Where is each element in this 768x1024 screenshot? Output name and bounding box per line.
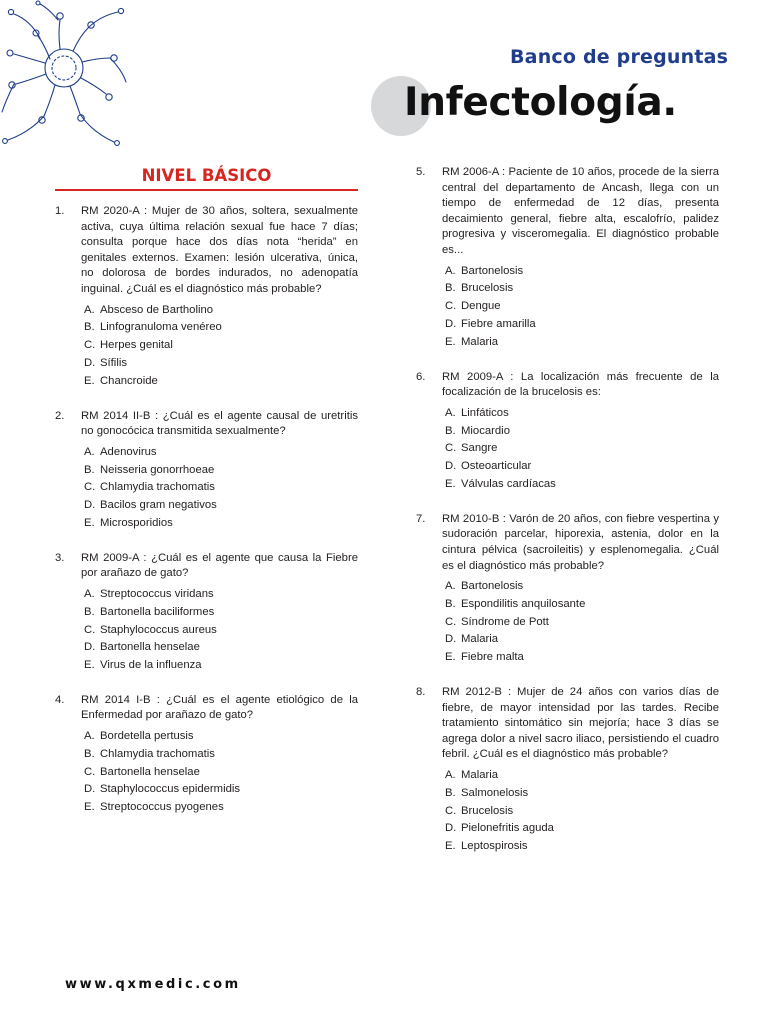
question-text: RM 2014 I-B : ¿Cuál es el agente etiológico de la Enfermedad por arañazo de gato? (81, 693, 358, 722)
answer-option[interactable] (84, 781, 358, 799)
option-letter: D. (445, 460, 457, 473)
option-letter: A. (445, 580, 456, 593)
answer-options (84, 302, 358, 391)
option-letter: D. (84, 641, 96, 654)
option-text: Bartonelosis (461, 580, 524, 593)
question-7 (416, 512, 719, 667)
answer-option[interactable] (445, 838, 719, 856)
answer-option[interactable] (84, 373, 358, 391)
option-letter: E. (84, 659, 95, 672)
option-text: Bartonelosis (461, 264, 524, 277)
answer-option[interactable] (84, 515, 358, 533)
option-text: Malaria (461, 335, 499, 348)
option-text: Bacilos gram negativos (100, 499, 217, 512)
answer-options (445, 578, 719, 667)
option-letter: C. (445, 615, 457, 628)
option-text: Bartonella henselae (100, 765, 200, 778)
answer-option[interactable] (84, 586, 358, 604)
option-text: Malaria (461, 769, 499, 782)
option-text: Sífilis (100, 356, 127, 369)
answer-option[interactable] (445, 298, 719, 316)
answer-option[interactable] (84, 355, 358, 373)
option-letter: E. (84, 374, 95, 387)
option-text: Chlamydia trachomatis (100, 747, 215, 760)
question-number: 7. (416, 512, 426, 525)
answer-option[interactable] (84, 728, 358, 746)
left-column (55, 164, 358, 817)
option-text: Válvulas cardíacas (461, 477, 556, 490)
answer-option[interactable] (445, 578, 719, 596)
option-text: Malaria (461, 633, 499, 646)
option-letter: A. (84, 730, 95, 743)
answer-option[interactable] (84, 657, 358, 675)
option-letter: E. (445, 651, 456, 664)
option-letter: B. (445, 424, 456, 437)
option-text: Streptococcus pyogenes (100, 801, 224, 814)
option-letter: E. (84, 801, 95, 814)
option-letter: D. (445, 822, 457, 835)
option-letter: A. (445, 264, 456, 277)
answer-option[interactable] (445, 458, 719, 476)
option-letter: D. (445, 317, 457, 330)
question-number: 3. (55, 551, 65, 564)
answer-option[interactable] (84, 462, 358, 480)
option-letter: C. (445, 804, 457, 817)
question-number: 8. (416, 686, 426, 699)
option-letter: C. (445, 442, 457, 455)
option-letter: E. (445, 335, 456, 348)
answer-options (445, 405, 719, 494)
question-text: RM 2020-A : Mujer de 30 años, soltera, sexualmente activa, cuya última relación sexual fue hace 7 días; consulta porque hace dos días nota “herida” en genitales externos. Examen: lesión ulcerativa, única, no dolorosa de bordes indurados, no adenopatía inguinal. ¿Cuál es el diagnóstico más probable? (81, 205, 358, 295)
answer-option[interactable] (84, 604, 358, 622)
question-4 (55, 693, 358, 817)
option-text: Streptococcus viridans (100, 587, 214, 600)
question-8 (416, 685, 719, 856)
option-letter: C. (84, 623, 96, 636)
question-1 (55, 204, 358, 391)
option-letter: A. (84, 445, 95, 458)
option-letter: B. (84, 747, 95, 760)
option-text: Virus de la influenza (100, 659, 202, 672)
option-letter: B. (445, 786, 456, 799)
option-letter: D. (84, 499, 96, 512)
footer-website-link[interactable]: www.qxmedic.com (65, 977, 241, 992)
answer-option[interactable] (445, 316, 719, 334)
answer-option[interactable] (84, 302, 358, 320)
question-text: RM 2012-B : Mujer de 24 años con varios días de fiebre, de mayor intensidad por las tardes. Recibe tratamiento sintomático sin mejoría; hace 3 días se agrega dolor a nivel sacro iliaco, persistiendo el cuadro febril. ¿Cuál es el diagnóstico más probable? (442, 686, 719, 761)
option-letter: E. (445, 477, 456, 490)
option-text: Absceso de Bartholino (100, 303, 214, 316)
answer-option[interactable] (84, 622, 358, 640)
option-letter: C. (445, 300, 457, 313)
answer-options (445, 263, 719, 352)
answer-option[interactable] (445, 649, 719, 667)
option-letter: A. (84, 303, 95, 316)
question-number: 5. (416, 166, 426, 178)
answer-options (84, 444, 358, 533)
right-column (416, 164, 719, 856)
option-text: Microsporidios (100, 516, 173, 529)
virus-icon (0, 0, 130, 155)
option-text: Leptospirosis (461, 840, 528, 853)
section-title: NIVEL BÁSICO (141, 166, 272, 185)
answer-option[interactable] (84, 337, 358, 355)
section-divider (55, 189, 358, 191)
option-letter: B. (84, 463, 95, 476)
answer-option[interactable] (445, 820, 719, 838)
option-text: Bordetella pertusis (100, 730, 194, 743)
option-text: Bartonella henselae (100, 641, 200, 654)
option-text: Miocardio (461, 424, 510, 437)
answer-option[interactable] (445, 280, 719, 298)
question-text: RM 2009-A : ¿Cuál es el agente que causa la Fiebre por arañazo de gato? (81, 551, 358, 580)
option-text: Fiebre malta (461, 651, 524, 664)
question-2 (55, 409, 358, 533)
option-letter: E. (84, 516, 95, 529)
question-number: 1. (55, 205, 65, 217)
option-letter: E. (445, 840, 456, 853)
option-letter: D. (84, 783, 96, 796)
option-text: Sangre (461, 442, 498, 455)
option-text: Pielonefritis aguda (461, 822, 554, 835)
answer-option[interactable] (84, 746, 358, 764)
option-text: Brucelosis (461, 282, 514, 295)
option-letter: C. (84, 481, 96, 494)
answer-option[interactable] (84, 799, 358, 817)
question-5 (416, 165, 719, 352)
option-text: Síndrome de Pott (461, 615, 549, 628)
question-text: RM 2009-A : La localización más frecuente de la focalización de la brucelosis es: (442, 370, 719, 399)
option-letter: A. (84, 587, 95, 600)
option-letter: C. (84, 339, 96, 352)
question-number: 2. (55, 409, 65, 422)
option-text: Salmonelosis (461, 786, 529, 799)
answer-option[interactable] (445, 476, 719, 494)
answer-option[interactable] (445, 423, 719, 441)
answer-option[interactable] (84, 764, 358, 782)
answer-option[interactable] (84, 639, 358, 657)
answer-option[interactable] (445, 405, 719, 423)
option-text: Brucelosis (461, 804, 514, 817)
option-letter: A. (445, 769, 456, 782)
answer-option[interactable] (445, 263, 719, 281)
option-text: Herpes genital (100, 339, 173, 352)
answer-option[interactable] (84, 497, 358, 515)
answer-option[interactable] (445, 631, 719, 649)
option-letter: B. (84, 321, 95, 334)
option-letter: B. (445, 597, 456, 610)
question-text: RM 2006-A : Paciente de 10 años, procede de la sierra central del departamento de Ancash, llega con un tiempo de enfermedad de 12 días, presenta decaimiento general, fiebre alta, escalofrío, palidez progresiva y visceromegalia. El diagnóstico probable es... (442, 166, 719, 256)
option-letter: D. (84, 356, 96, 369)
option-text: Osteoarticular (461, 460, 532, 473)
question-3 (55, 551, 358, 675)
option-text: Linfogranuloma venéreo (100, 321, 222, 334)
option-letter: D. (445, 633, 457, 646)
answer-option[interactable] (445, 596, 719, 614)
page-title: Infectología. (404, 80, 677, 125)
answer-option[interactable] (445, 767, 719, 785)
option-text: Linfáticos (461, 406, 509, 419)
answer-option[interactable] (84, 319, 358, 337)
answer-option[interactable] (445, 785, 719, 803)
question-6 (416, 370, 719, 494)
answer-options (445, 767, 719, 856)
question-number: 4. (55, 693, 65, 706)
option-text: Staphylococcus aureus (100, 623, 217, 636)
option-letter: B. (445, 282, 456, 295)
option-letter: C. (84, 765, 96, 778)
header-subtitle: Banco de preguntas (510, 46, 729, 68)
question-number: 6. (416, 370, 426, 383)
option-text: Fiebre amarilla (461, 317, 536, 330)
option-letter: A. (445, 406, 456, 419)
option-text: Adenovirus (100, 445, 157, 458)
answer-options (84, 586, 358, 675)
option-text: Chancroide (100, 374, 158, 387)
question-text: RM 2014 II-B : ¿Cuál es el agente causal de uretritis no gonocócica transmitida sexualmente? (81, 409, 358, 438)
answer-option[interactable] (84, 444, 358, 462)
answer-option[interactable] (445, 440, 719, 458)
option-text: Neisseria gonorrhoeae (100, 463, 215, 476)
option-letter: B. (84, 605, 95, 618)
answer-options (84, 728, 358, 817)
option-text: Staphylococcus epidermidis (100, 783, 241, 796)
answer-option[interactable] (445, 614, 719, 632)
answer-option[interactable] (84, 479, 358, 497)
option-text: Espondilitis anquilosante (461, 597, 586, 610)
question-text: RM 2010-B : Varón de 20 años, con fiebre vespertina y sudoración parcelar, hiporexia, astenia, dolor en la cintura pélvica (sacroileitis) y esplenomegalia. ¿Cuál es el diagnóstico más probable? (442, 512, 719, 572)
answer-option[interactable] (445, 803, 719, 821)
answer-option[interactable] (445, 334, 719, 352)
option-text: Bartonella baciliformes (100, 605, 215, 618)
option-text: Chlamydia trachomatis (100, 481, 215, 494)
option-text: Dengue (461, 300, 501, 313)
